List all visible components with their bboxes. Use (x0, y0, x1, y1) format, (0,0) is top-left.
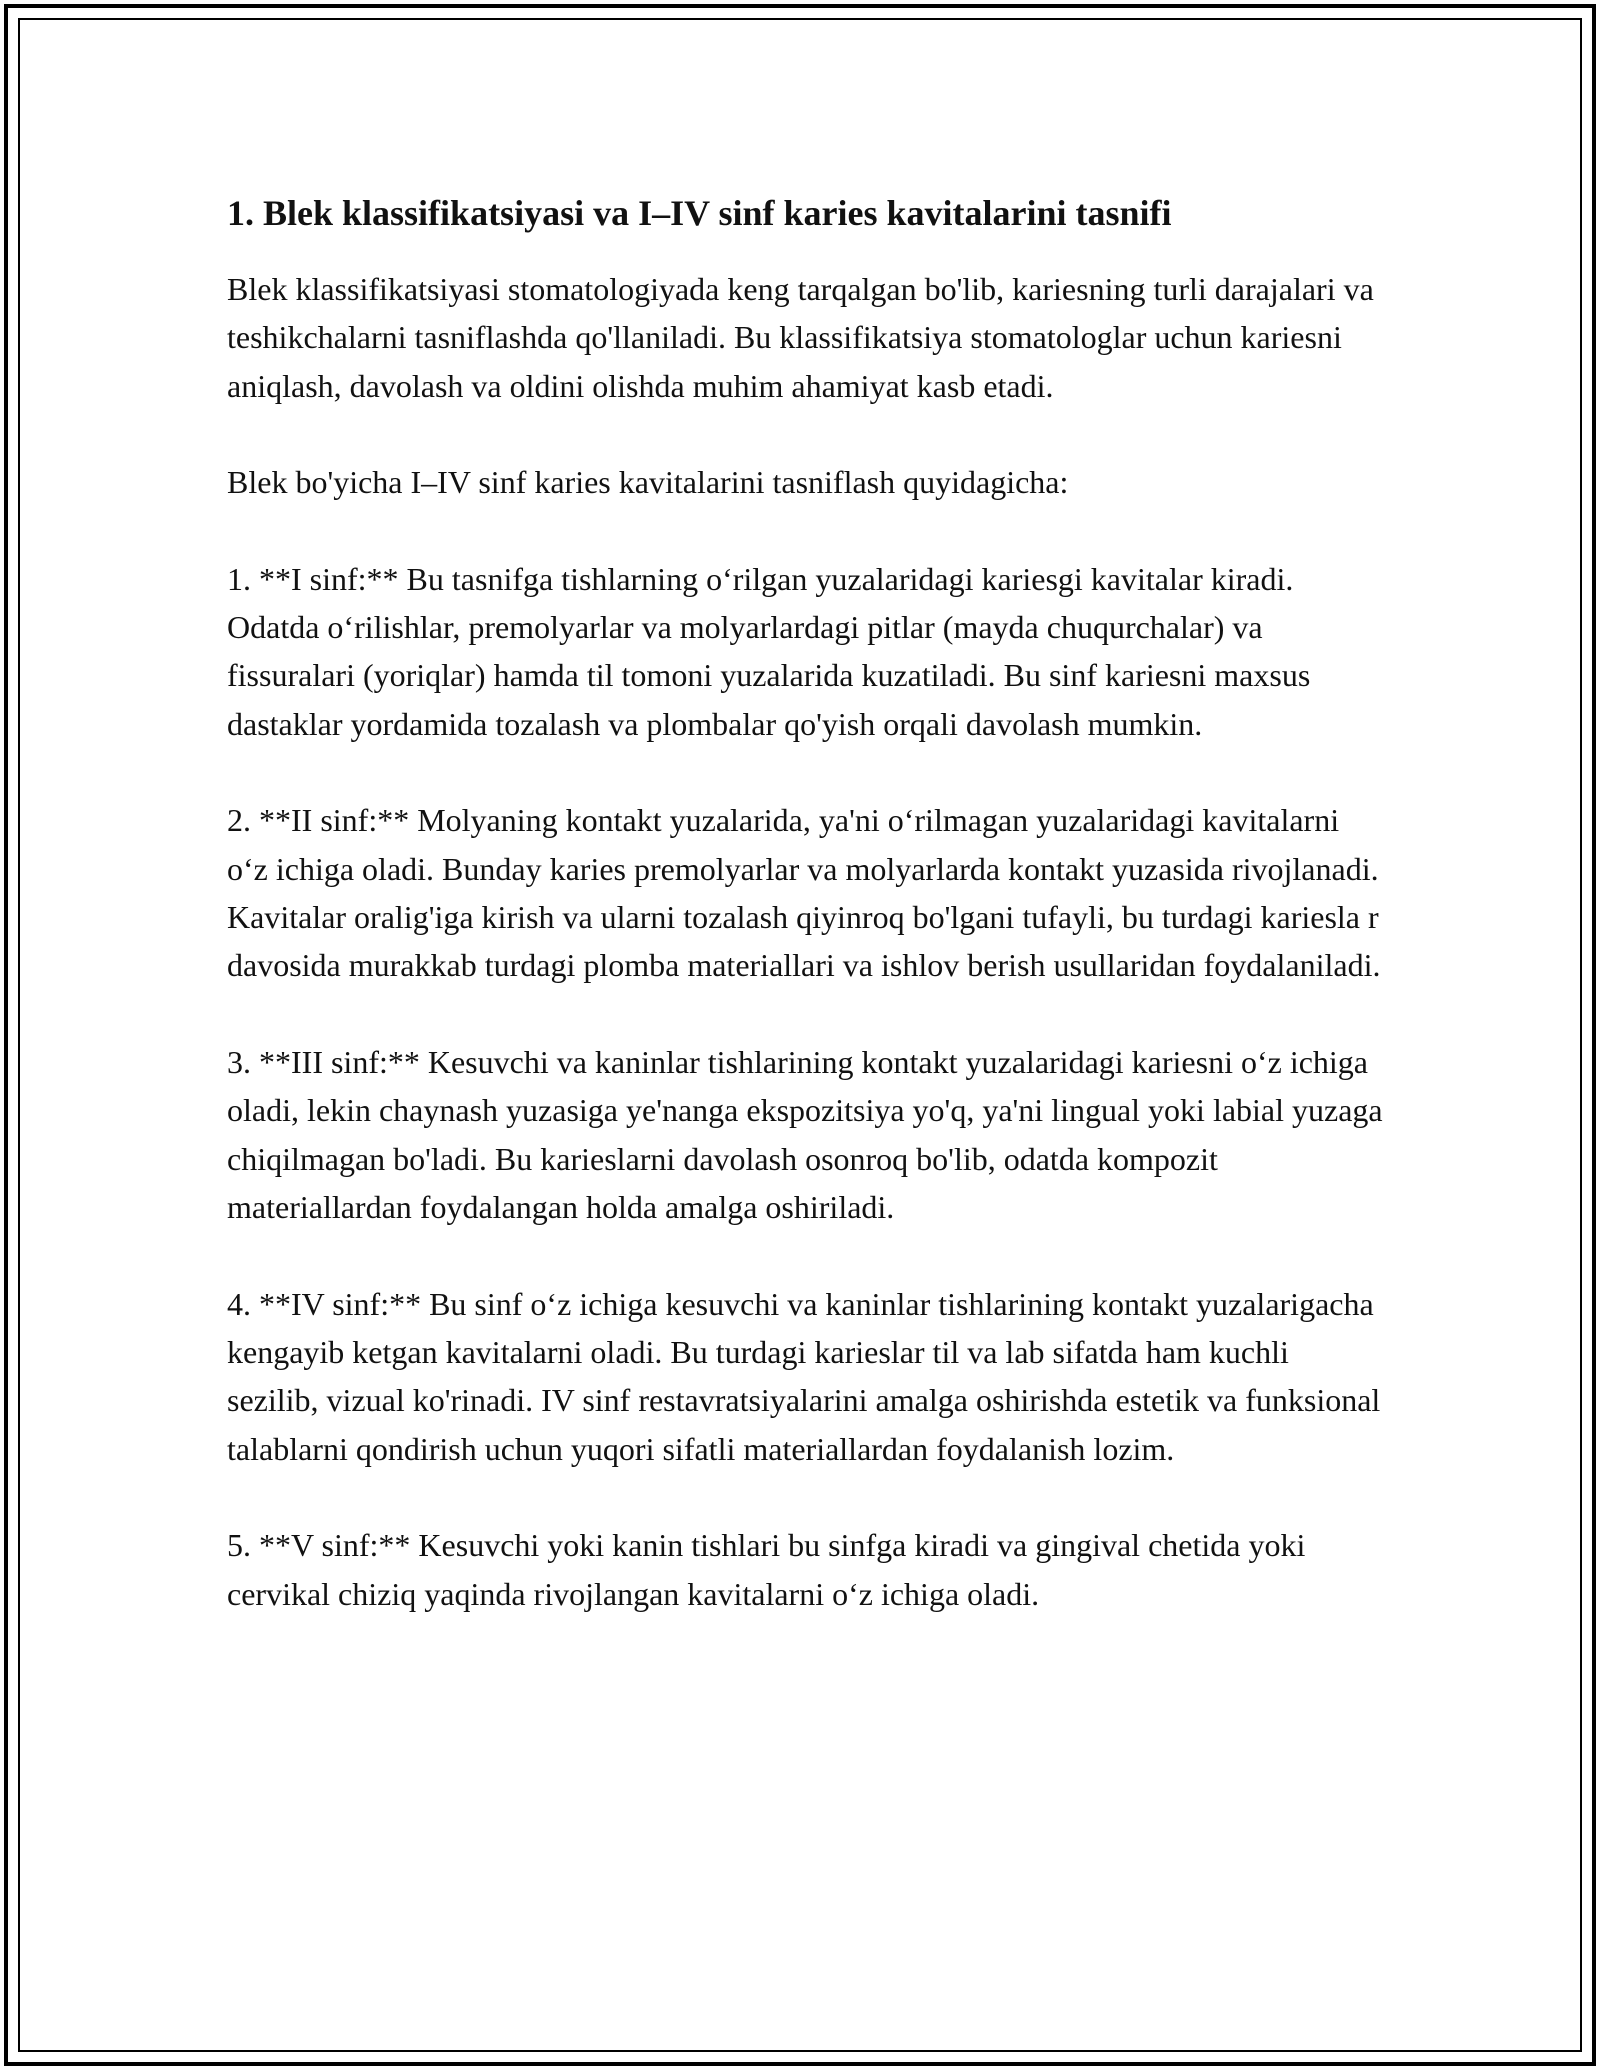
class-2-paragraph: 2. **II sinf:** Molyaning kontakt yuzalarida, ya'ni o‘rilmagan yuzalaridagi kavitalarni o‘z ichiga oladi. Bunday karies premolyarlar va molyarlarda kontakt yuzasida rivojlanadi. Kavitalar oralig'iga kirish va ularni tozalash qiyinroq bo'lgani tufayli, bu turdagi kariesla r davosida murakkab turdagi plomba materiallari va ishlov berish usullaridan foydalaniladi. (227, 802, 1381, 984)
intro-paragraph: Blek klassifikatsiyasi stomatologiyada keng tarqalgan bo'lib, kariesning turli darajalari va teshikchalarni tasniflashda qo'llaniladi. Bu klassifikatsiya stomatologlar uchun kariesni aniqlash, davolash va oldini olishda muhim ahamiyat kasb etadi. (227, 271, 1374, 404)
document-body (227, 187, 1387, 1666)
class-1-paragraph: 1. **I sinf:** Bu tasnifga tishlarning o‘rilgan yuzalaridagi kariesgi kavitalar kiradi. Odatda o‘rilishlar, premolyarlar va molyarlardagi pitlar (mayda chuqurchalar) va fissuralari (yoriqlar) hamda til tomoni yuzalarida kuzatiladi. Bu sinf kariesni maxsus dastaklar yordamida tozalash va plombalar qo'yish orqali davolash mumkin. (227, 560, 1311, 742)
class-5-paragraph: 5. **V sinf:** Kesuvchi yoki kanin tishlari bu sinfga kiradi va gingival chetida yoki cervikal chiziq yaqinda rivojlangan kavitalarni o‘z ichiga oladi. (227, 1527, 1306, 1612)
document-title: 1. Blek klassifikatsiyasi va I–IV sinf karies kavitalarini tasnifi (227, 193, 1172, 233)
list-intro-paragraph: Blek bo'yicha I–IV sinf karies kavitalarini tasniflash quyidagicha: (227, 464, 1069, 501)
class-3-paragraph: 3. **III sinf:** Kesuvchi va kaninlar tishlarining kontakt yuzalaridagi kariesni o‘z ichiga oladi, lekin chaynash yuzasiga ye'nanga ekspozitsiya yo'q, ya'ni lingual yoki labial yuzaga chiqilmagan bo'ladi. Bu karieslarni davolash osonroq bo'lib, odatda kompozit materiallardan foydalangan holda amalga oshiriladi. (227, 1043, 1383, 1226)
class-4-paragraph: 4. **IV sinf:** Bu sinf o‘z ichiga kesuvchi va kaninlar tishlarining kontakt yuzalarigacha kengayib ketgan kavitalarni oladi. Bu turdagi karieslar til va lab sifatda ham kuchli sezilib, vizual ko'rinadi. IV sinf restavratsiyalarini amalga oshirishda estetik va funksional talablarni qondirish uchun yuqori sifatli materiallardan foydalanish lozim. (227, 1285, 1381, 1467)
